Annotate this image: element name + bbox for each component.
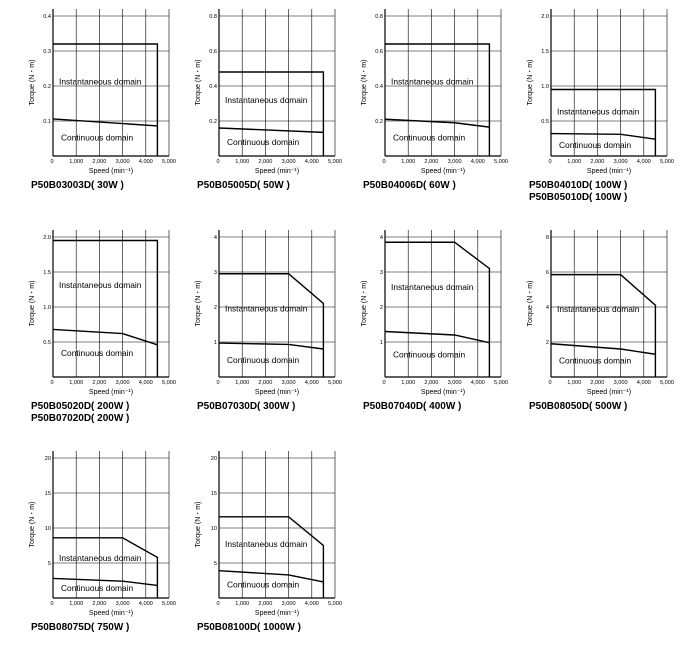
model-caption: P50B04006D( 60W )	[363, 180, 456, 191]
x-tick-label: 0	[216, 380, 220, 386]
continuous-domain-label: Continuous domain	[227, 579, 300, 590]
continuous-domain-label: Continuous domain	[393, 132, 466, 143]
y-tick-label: 0.8	[375, 14, 383, 20]
x-tick-label: 3,000	[115, 380, 130, 386]
instantaneous-domain-label: Instantaneous domain	[557, 106, 640, 117]
continuous-domain-label: Continuous domain	[227, 355, 300, 366]
x-tick-label: 4,000	[138, 380, 153, 386]
model-caption: P50B07030D( 300W )	[197, 401, 296, 412]
y-axis-title: Torque (N・m)	[527, 280, 534, 327]
x-tick-label: 0	[382, 159, 386, 165]
x-tick-label: 0	[50, 601, 54, 607]
x-tick-label: 1,000	[401, 159, 416, 165]
x-tick-label: 5,000	[660, 380, 674, 386]
x-tick-label: 1,000	[69, 159, 84, 165]
y-tick-label: 0.2	[209, 119, 217, 125]
torque-speed-chart	[185, 5, 345, 183]
y-axis-title: Torque (N・m)	[195, 280, 202, 327]
continuous-limit-line	[219, 343, 323, 349]
instantaneous-domain-label: Instantaneous domain	[391, 281, 474, 292]
y-axis-title: Torque (N・m)	[195, 59, 202, 106]
y-tick-label: 0.5	[541, 119, 549, 125]
y-axis-title: Torque (N・m)	[195, 501, 202, 548]
model-caption: P50B03003D( 30W )	[31, 180, 124, 191]
y-axis-title: Torque (N・m)	[29, 59, 36, 106]
x-tick-label: 5,000	[328, 601, 342, 607]
x-tick-label: 0	[548, 380, 552, 386]
continuous-domain-label: Continuous domain	[227, 137, 300, 147]
x-tick-label: 3,000	[613, 380, 628, 386]
x-tick-label: 5,000	[328, 159, 342, 165]
x-tick-label: 4,000	[636, 159, 651, 165]
model-caption: P50B07040D( 400W )	[363, 401, 462, 412]
y-tick-label: 6	[545, 270, 549, 276]
x-axis-title: Speed (min⁻¹)	[254, 610, 300, 617]
y-tick-label: 2	[213, 305, 217, 311]
continuous-limit-line	[53, 119, 157, 126]
x-tick-label: 3,000	[447, 380, 462, 386]
x-tick-label: 5,000	[162, 380, 176, 386]
continuous-limit-line	[53, 329, 157, 344]
x-tick-label: 0	[216, 601, 220, 607]
instantaneous-domain-label: Instantaneous domain	[59, 279, 142, 290]
x-axis-title: Speed (min⁻¹)	[88, 168, 134, 175]
x-tick-label: 4,000	[138, 601, 153, 607]
instantaneous-domain-label: Instantaneous domain	[59, 76, 142, 87]
x-tick-label: 2,000	[590, 380, 605, 386]
x-tick-label: 0	[216, 159, 220, 165]
instantaneous-domain-label: Instantaneous domain	[225, 538, 308, 549]
x-tick-label: 0	[50, 380, 54, 386]
y-tick-label: 0.4	[209, 84, 217, 90]
y-tick-label: 0.8	[209, 14, 217, 20]
x-tick-label: 0	[548, 159, 552, 165]
x-tick-label: 3,000	[281, 601, 296, 607]
x-tick-label: 1,000	[401, 380, 416, 386]
x-tick-label: 5,000	[494, 159, 508, 165]
chart-panel-8	[517, 226, 677, 404]
x-tick-label: 1,000	[235, 601, 250, 607]
chart-panel-9	[19, 447, 179, 625]
model-caption: P50B08050D( 500W )	[529, 401, 628, 412]
instantaneous-domain-label: Instantaneous domain	[391, 76, 474, 87]
y-tick-label: 5	[213, 561, 217, 567]
x-tick-label: 4,000	[138, 159, 153, 165]
y-tick-label: 3	[213, 270, 217, 276]
x-tick-label: 1,000	[235, 380, 250, 386]
y-tick-label: 0.4	[375, 84, 383, 90]
x-axis-title: Speed (min⁻¹)	[420, 168, 466, 175]
y-tick-label: 2	[379, 305, 383, 311]
model-caption: P50B05020D( 200W )	[31, 401, 130, 412]
x-tick-label: 4,000	[470, 159, 485, 165]
model-caption: P50B08100D( 1000W )	[197, 622, 301, 633]
torque-speed-chart	[517, 226, 677, 404]
chart-panel-2	[185, 5, 345, 183]
y-tick-label: 1.0	[541, 84, 549, 90]
y-tick-label: 4	[545, 305, 549, 311]
chart-panel-7	[351, 226, 511, 404]
y-tick-label: 0.5	[43, 340, 51, 346]
continuous-limit-line	[219, 128, 323, 132]
torque-speed-chart	[185, 447, 345, 625]
x-axis-title: Speed (min⁻¹)	[254, 168, 300, 175]
y-tick-label: 0.6	[209, 49, 217, 55]
x-tick-label: 4,000	[304, 380, 319, 386]
x-tick-label: 1,000	[69, 601, 84, 607]
x-tick-label: 4,000	[636, 380, 651, 386]
x-tick-label: 5,000	[494, 380, 508, 386]
x-tick-label: 3,000	[281, 380, 296, 386]
model-caption: P50B07020D( 200W )	[31, 413, 130, 424]
chart-panel-5	[19, 226, 179, 404]
x-tick-label: 5,000	[162, 159, 176, 165]
x-tick-label: 1,000	[69, 380, 84, 386]
y-axis-title: Torque (N・m)	[29, 501, 36, 548]
x-tick-label: 2,000	[424, 159, 439, 165]
continuous-domain-label: Continuous domain	[61, 583, 134, 594]
continuous-limit-line	[385, 332, 489, 343]
x-tick-label: 5,000	[660, 159, 674, 165]
instantaneous-domain-label: Instantaneous domain	[225, 303, 308, 314]
instantaneous-domain-label: Instantaneous domain	[59, 553, 142, 564]
x-tick-label: 2,000	[92, 380, 107, 386]
x-tick-label: 2,000	[92, 601, 107, 607]
x-tick-label: 3,000	[447, 159, 462, 165]
x-tick-label: 1,000	[567, 380, 582, 386]
x-tick-label: 5,000	[162, 601, 176, 607]
chart-panel-10	[185, 447, 345, 625]
model-caption: P50B05005D( 50W )	[197, 180, 290, 191]
continuous-limit-line	[551, 134, 655, 140]
torque-speed-chart	[185, 226, 345, 404]
torque-speed-chart	[19, 5, 179, 183]
torque-speed-chart	[19, 226, 179, 404]
y-tick-label: 1.0	[43, 305, 51, 311]
y-tick-label: 0.1	[43, 119, 51, 125]
x-axis-title: Speed (min⁻¹)	[254, 389, 300, 396]
instantaneous-domain-label: Instantaneous domain	[225, 95, 308, 105]
x-tick-label: 3,000	[115, 159, 130, 165]
x-tick-label: 4,000	[470, 380, 485, 386]
y-tick-label: 0.2	[375, 119, 383, 125]
x-tick-label: 3,000	[613, 159, 628, 165]
x-tick-label: 0	[382, 380, 386, 386]
y-tick-label: 1.5	[541, 49, 549, 55]
x-tick-label: 2,000	[590, 159, 605, 165]
y-tick-label: 4	[213, 235, 217, 241]
x-tick-label: 1,000	[235, 159, 250, 165]
torque-speed-chart	[351, 5, 511, 183]
y-axis-title: Torque (N・m)	[527, 59, 534, 106]
torque-speed-chart	[517, 5, 677, 183]
x-tick-label: 2,000	[258, 601, 273, 607]
y-axis-title: Torque (N・m)	[361, 59, 368, 106]
continuous-domain-label: Continuous domain	[559, 355, 632, 366]
y-tick-label: 2.0	[43, 235, 51, 241]
x-tick-label: 3,000	[115, 601, 130, 607]
y-tick-label: 2.0	[541, 14, 549, 20]
continuous-domain-label: Continuous domain	[61, 348, 134, 359]
y-tick-label: 20	[210, 456, 217, 462]
x-tick-label: 5,000	[328, 380, 342, 386]
y-tick-label: 1	[213, 340, 217, 346]
y-tick-label: 4	[379, 235, 383, 241]
y-tick-label: 0.4	[43, 14, 51, 20]
y-tick-label: 0.3	[43, 49, 51, 55]
y-tick-label: 0.2	[43, 84, 51, 90]
y-tick-label: 15	[210, 491, 217, 497]
y-tick-label: 15	[44, 491, 51, 497]
x-axis-title: Speed (min⁻¹)	[88, 389, 134, 396]
instantaneous-domain-label: Instantaneous domain	[557, 304, 640, 315]
x-tick-label: 3,000	[281, 159, 296, 165]
x-tick-label: 1,000	[567, 159, 582, 165]
model-caption: P50B08075D( 750W )	[31, 622, 130, 633]
y-tick-label: 1	[379, 340, 383, 346]
torque-speed-chart	[351, 226, 511, 404]
y-tick-label: 10	[210, 526, 217, 532]
x-axis-title: Speed (min⁻¹)	[586, 168, 632, 175]
model-caption: P50B05010D( 100W )	[529, 192, 628, 203]
y-axis-title: Torque (N・m)	[29, 280, 36, 327]
chart-panel-1	[19, 5, 179, 183]
continuous-domain-label: Continuous domain	[559, 139, 632, 150]
model-caption: P50B04010D( 100W )	[529, 180, 628, 191]
y-tick-label: 3	[379, 270, 383, 276]
y-tick-label: 0.6	[375, 49, 383, 55]
x-tick-label: 4,000	[304, 601, 319, 607]
chart-panel-3	[351, 5, 511, 183]
x-tick-label: 2,000	[258, 380, 273, 386]
continuous-domain-label: Continuous domain	[61, 132, 134, 143]
x-tick-label: 4,000	[304, 159, 319, 165]
y-tick-label: 2	[545, 340, 549, 346]
torque-speed-chart	[19, 447, 179, 625]
continuous-domain-label: Continuous domain	[393, 349, 466, 360]
chart-panel-6	[185, 226, 345, 404]
y-tick-label: 5	[47, 561, 51, 567]
y-tick-label: 10	[44, 526, 51, 532]
continuous-limit-line	[385, 119, 489, 127]
x-axis-title: Speed (min⁻¹)	[586, 389, 632, 396]
x-tick-label: 2,000	[424, 380, 439, 386]
y-axis-title: Torque (N・m)	[361, 280, 368, 327]
y-tick-label: 8	[545, 235, 549, 241]
x-tick-label: 2,000	[258, 159, 273, 165]
y-tick-label: 20	[44, 456, 51, 462]
x-tick-label: 0	[50, 159, 54, 165]
x-axis-title: Speed (min⁻¹)	[88, 610, 134, 617]
continuous-limit-line	[551, 344, 655, 355]
x-axis-title: Speed (min⁻¹)	[420, 389, 466, 396]
chart-panel-4	[517, 5, 677, 183]
x-tick-label: 2,000	[92, 159, 107, 165]
y-tick-label: 1.5	[43, 270, 51, 276]
